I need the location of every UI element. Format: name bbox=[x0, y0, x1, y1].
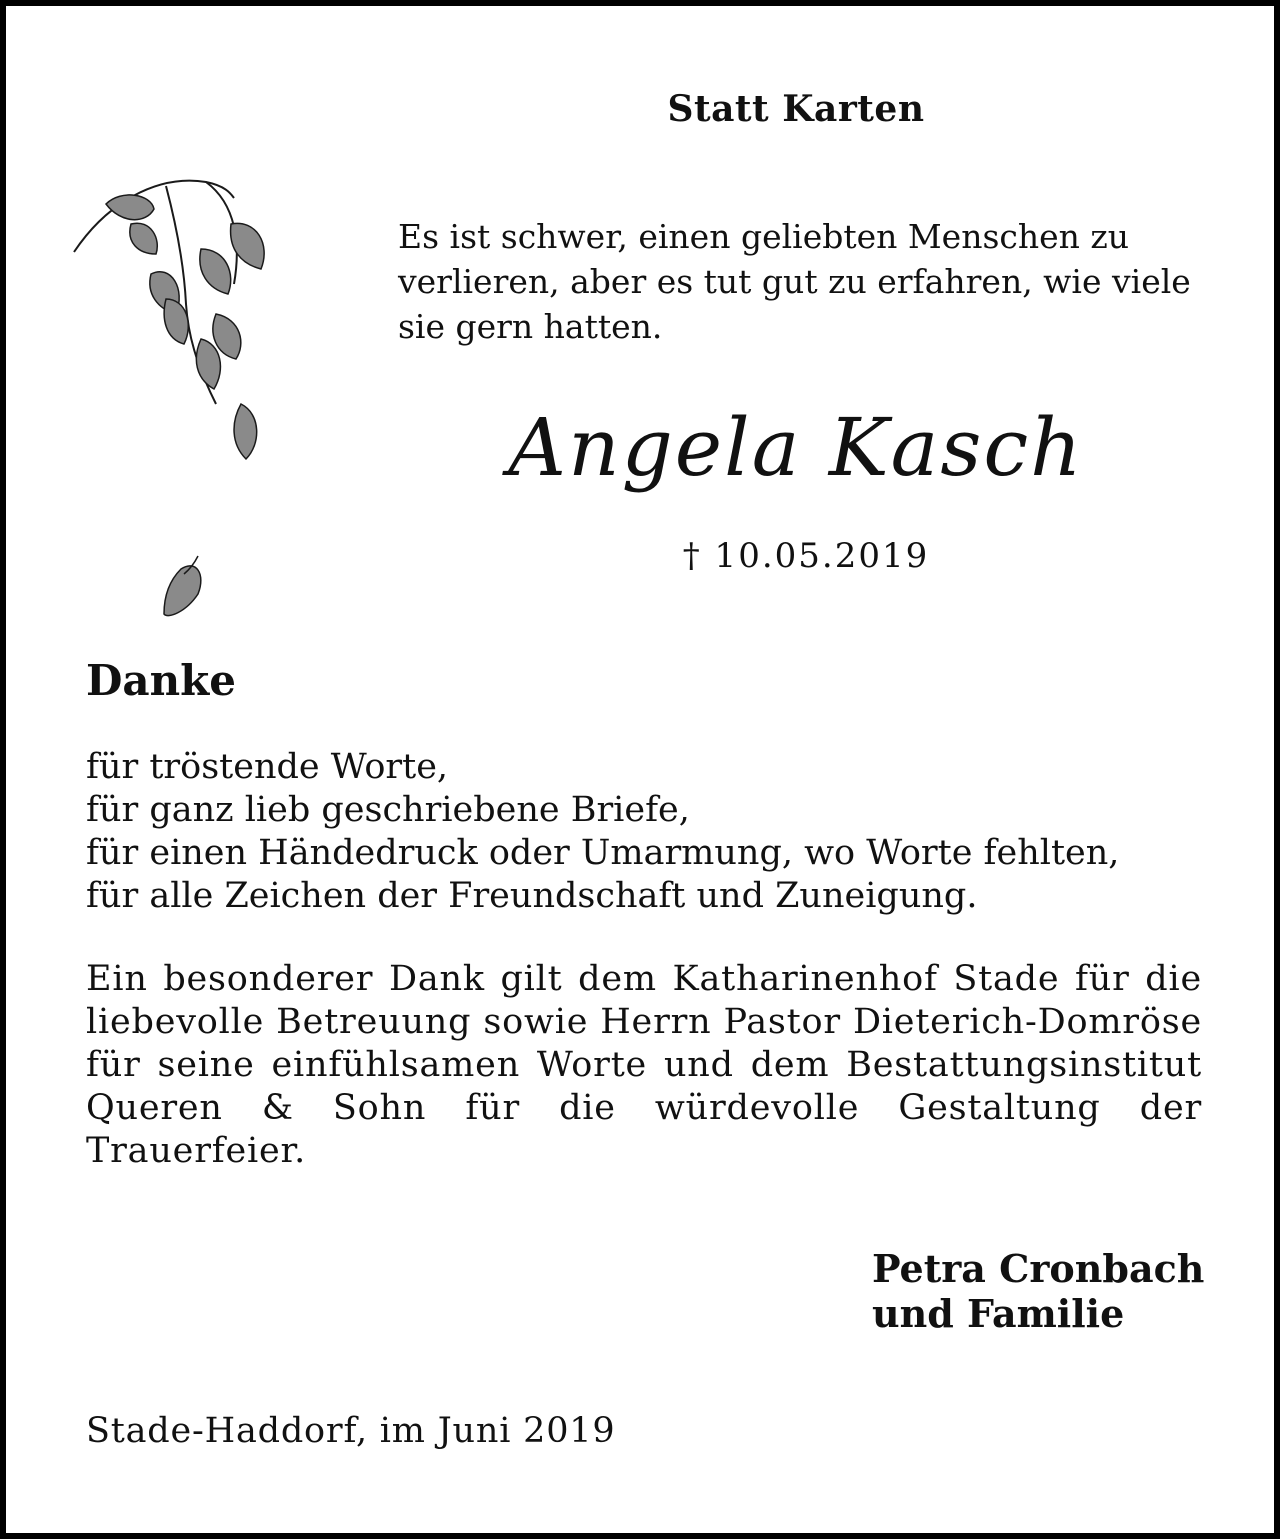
thanks-list bbox=[86, 746, 1206, 918]
heading-statt-karten: Statt Karten bbox=[667, 88, 925, 130]
signature bbox=[872, 1246, 1232, 1336]
memorial-quote: Es ist schwer, einen geliebten Menschen zu verlieren, aber es tut gut zu erfahren, wie viele sie gern hatten. bbox=[398, 217, 1191, 346]
death-date: † 10.05.2019 bbox=[682, 536, 930, 576]
thanks-title: Danke bbox=[86, 656, 236, 705]
thanks-line: für einen Händedruck oder Umarmung, wo Worte fehlten, bbox=[86, 833, 1120, 873]
thanks-line: für alle Zeichen der Freundschaft und Zuneigung. bbox=[86, 876, 978, 916]
place-and-date: Stade-Haddorf, im Juni 2019 bbox=[86, 1411, 616, 1451]
thanks-line: für tröstende Worte, bbox=[86, 747, 449, 787]
special-thanks-paragraph: Ein besonderer Dank gilt dem Katharinenhof Stade für die liebevolle Betreuung sowie Herrn Pastor Dieterich-Domröse für seine einfühlsamen Worte und dem Bestattungsinstitut Queren & Sohn für die würdevolle Gestaltung der Trauerfeier. bbox=[86, 959, 1202, 1171]
birch-branch-icon bbox=[66, 164, 296, 634]
signature-family: und Familie bbox=[872, 1291, 1125, 1336]
deceased-name: Angela Kasch bbox=[508, 401, 1084, 494]
signature-name: Petra Cronbach bbox=[872, 1246, 1205, 1291]
thanks-line: für ganz lieb geschriebene Briefe, bbox=[86, 790, 690, 830]
